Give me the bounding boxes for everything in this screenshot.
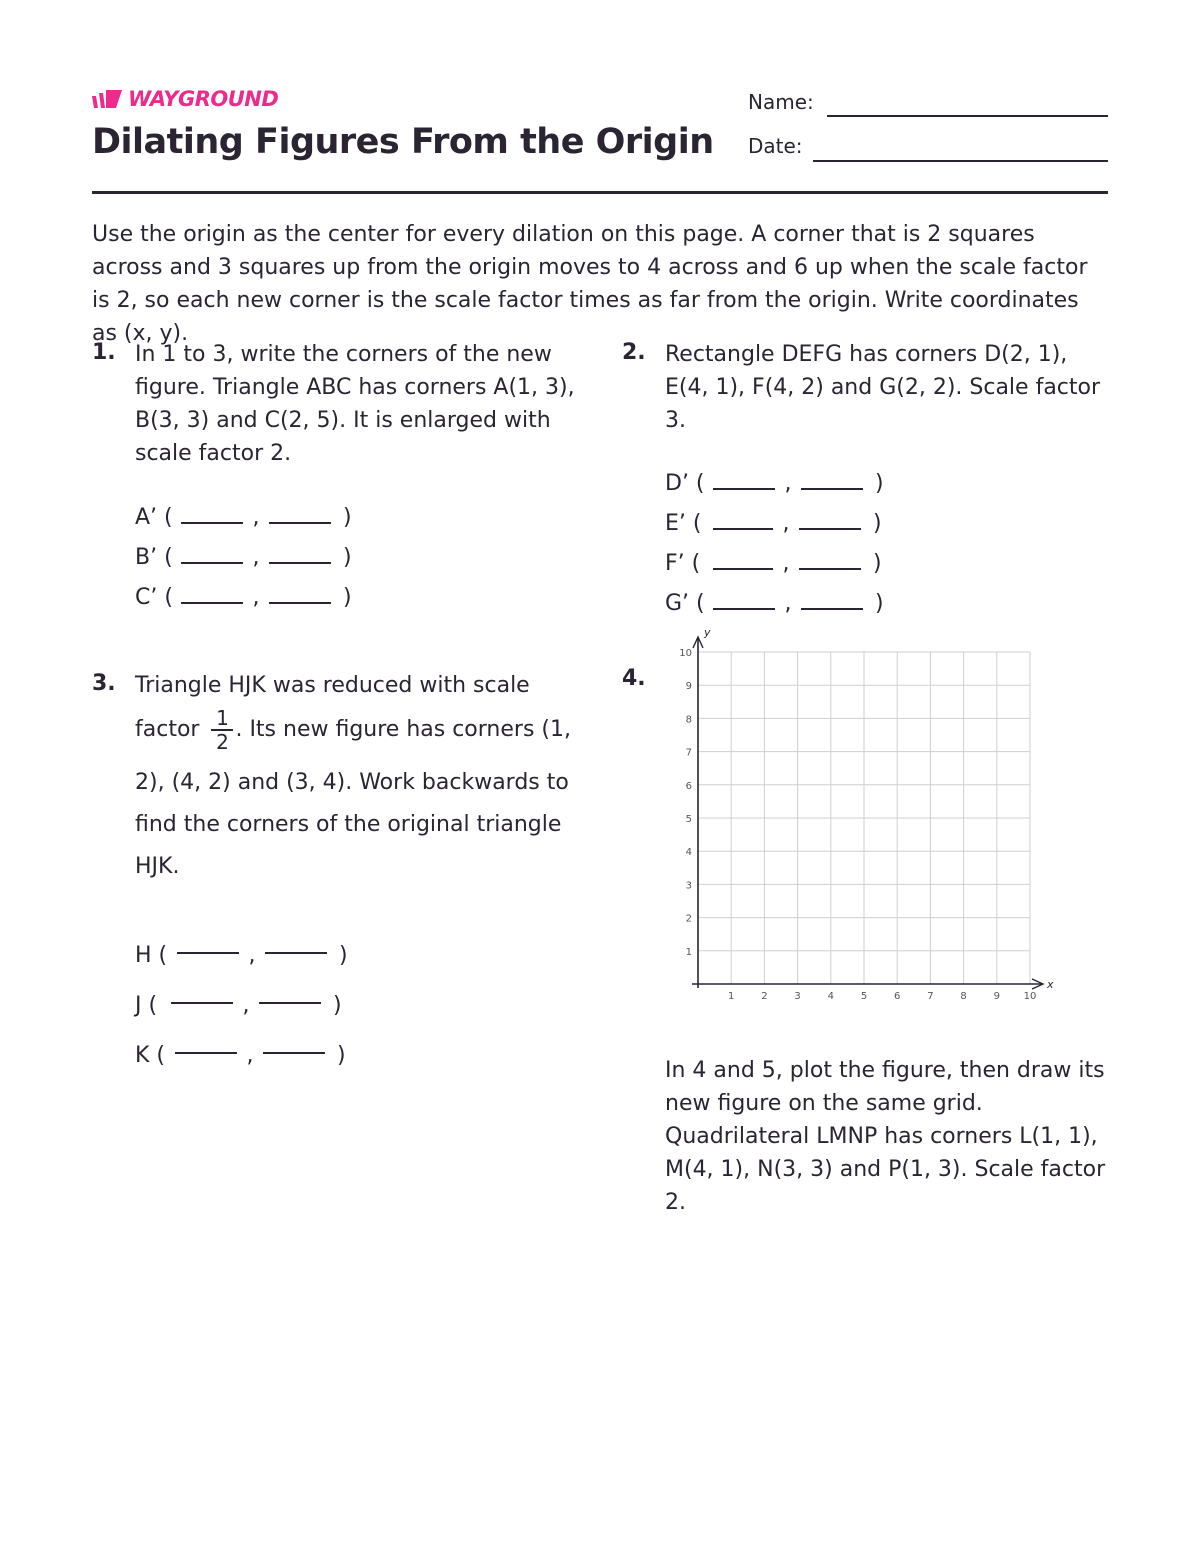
question-3-line: find the corners of the original triangle [135,812,562,837]
answer-row-g [665,576,884,616]
question-4-line: 2. [665,1190,686,1215]
question-4-line: In 4 and 5, plot the figure, then draw its [665,1058,1105,1083]
answer-row-e [665,496,884,536]
answer-row-b [135,530,352,570]
y-blank[interactable] [801,608,863,610]
question-2-number: 2. [622,340,646,365]
comma: , [248,943,256,968]
x-blank[interactable] [177,952,239,954]
comma: , [252,585,260,610]
x-tick-label: 7 [927,991,934,1002]
y-tick-label: 5 [685,814,692,825]
y-tick-label: 1 [685,946,692,958]
brand-name: WAYGROUND [128,87,279,111]
x-blank[interactable] [181,562,243,564]
answer-label: E’ ( [665,511,702,536]
y-tick-label: 3 [685,880,692,892]
y-tick-label: 9 [685,681,692,693]
y-tick-label: 6 [685,780,692,792]
question-4-text [665,1054,1125,1219]
x-blank[interactable] [713,608,775,610]
answer-row-d [665,456,884,496]
question-3-line: Triangle HJK was reduced with scale [135,673,530,698]
question-4-line: M(4, 1), N(3, 3) and P(1, 3). Scale factor [665,1157,1106,1182]
date-label: Date: [748,134,803,158]
x-tick-label: 5 [860,991,868,1002]
question-1-number: 1. [92,340,116,365]
page-title: Dilating Figures From the Origin [92,122,714,162]
comma: , [784,591,792,616]
question-1-text [135,338,595,470]
close-paren: ) [343,545,352,570]
name-field[interactable] [827,115,1108,117]
x-tick-label: 6 [894,991,901,1002]
x-tick-label: 1 [728,991,735,1002]
answer-row-k [135,1018,348,1068]
comma: , [252,545,260,570]
question-3-text [135,669,595,888]
question-3-answers [135,918,348,1068]
grid-lines [698,652,1030,984]
y-blank[interactable] [801,488,863,490]
x-blank[interactable] [171,1002,233,1004]
coordinate-grid[interactable] [660,626,1060,1040]
question-1-line: figure. Triangle ABC has corners A(1, 3), [135,375,575,400]
x-tick-label: 9 [993,991,1000,1002]
y-blank[interactable] [799,528,861,530]
answer-label: F’ ( [665,551,701,576]
y-tick-label: 7 [685,747,692,759]
x-blank[interactable] [181,602,243,604]
y-tick-label: 10 [679,648,692,659]
wayground-logo-icon [92,88,122,110]
answer-label: K ( [135,1043,166,1068]
question-2-answers [665,456,884,616]
x-axis-label: x [1047,978,1054,991]
answer-label: B’ ( [135,545,173,570]
question-2-line: 3. [665,408,686,433]
question-2-text [665,338,1125,437]
question-4-number: 4. [622,666,646,691]
close-paren: ) [873,511,882,536]
y-blank[interactable] [259,1002,321,1004]
close-paren: ) [339,943,348,968]
y-blank[interactable] [263,1052,325,1054]
x-blank[interactable] [713,568,773,570]
comma: , [246,1043,254,1068]
question-1-line: In 1 to 3, write the corners of the new [135,342,552,367]
close-paren: ) [875,591,884,616]
comma: , [784,471,792,496]
question-3-number: 3. [92,671,116,696]
y-blank[interactable] [269,522,331,524]
question-3-line [135,705,595,755]
fraction-numerator: 1 [216,706,229,730]
question-4-line: new figure on the same grid. [665,1091,983,1116]
grid-axes [692,637,1043,989]
answer-row-c [135,570,352,610]
x-blank[interactable] [713,528,773,530]
x-tick-label: 3 [794,991,801,1002]
answer-row-j [135,968,348,1018]
question-4-line: Quadrilateral LMNP has corners L(1, 1), [665,1124,1098,1149]
header-divider [92,191,1108,194]
answer-label: H ( [135,943,168,968]
x-tick-label: 10 [1023,991,1037,1002]
answer-label: C’ ( [135,585,173,610]
answer-label: G’ ( [665,591,705,616]
question-2-line: Rectangle DEFG has corners D(2, 1), [665,342,1068,367]
x-blank[interactable] [181,522,243,524]
y-axis-label: y [704,626,711,639]
x-tick-label: 4 [827,991,834,1002]
answer-label: A’ ( [135,505,173,530]
answer-row-a [135,490,352,530]
answer-label: D’ ( [665,471,705,496]
close-paren: ) [343,585,352,610]
x-tick-label: 8 [960,991,967,1002]
x-tick-label: 2 [761,991,768,1002]
y-blank[interactable] [269,562,331,564]
question-3-text-post: . Its new figure has corners (1, [235,717,571,742]
question-3-line: HJK. [135,854,180,879]
y-blank[interactable] [799,568,861,570]
answer-label: J ( [135,993,158,1018]
question-1-line: scale factor 2. [135,441,292,466]
y-tick-label: 8 [685,714,692,726]
comma: , [782,511,790,536]
close-paren: ) [333,993,342,1018]
grid-tick-labels [679,626,1054,1002]
comma: , [242,993,250,1018]
y-tick-label: 2 [685,913,692,925]
fraction-denominator: 2 [216,730,229,754]
question-1-line: B(3, 3) and C(2, 5). It is enlarged with [135,408,551,433]
date-field[interactable] [813,160,1108,162]
question-1-answers [135,490,352,610]
y-blank[interactable] [269,602,331,604]
question-3-text-pre: factor [135,717,200,742]
question-2-line: E(4, 1), F(4, 2) and G(2, 2). Scale factor [665,375,1101,400]
x-blank[interactable] [175,1052,237,1054]
close-paren: ) [875,471,884,496]
instructions: Use the origin as the center for every dilation on this page. A corner that is 2 squares across and 3 squares up from the origin moves to 4 across and 6 up when the scale factor is 2, so each new corner is the scale factor times as far from the origin. Write coordinates as (x, y). [92,222,1088,346]
x-blank[interactable] [713,488,775,490]
close-paren: ) [337,1043,346,1068]
fraction [211,707,233,753]
close-paren: ) [343,505,352,530]
close-paren: ) [873,551,882,576]
comma: , [782,551,790,576]
comma: , [252,505,260,530]
answer-row-f [665,536,884,576]
y-blank[interactable] [265,952,327,954]
answer-row-h [135,918,348,968]
y-tick-label: 4 [685,847,692,859]
brand-logo [92,87,278,111]
name-label: Name: [748,90,814,114]
question-3-line: 2), (4, 2) and (3, 4). Work backwards to [135,770,569,795]
